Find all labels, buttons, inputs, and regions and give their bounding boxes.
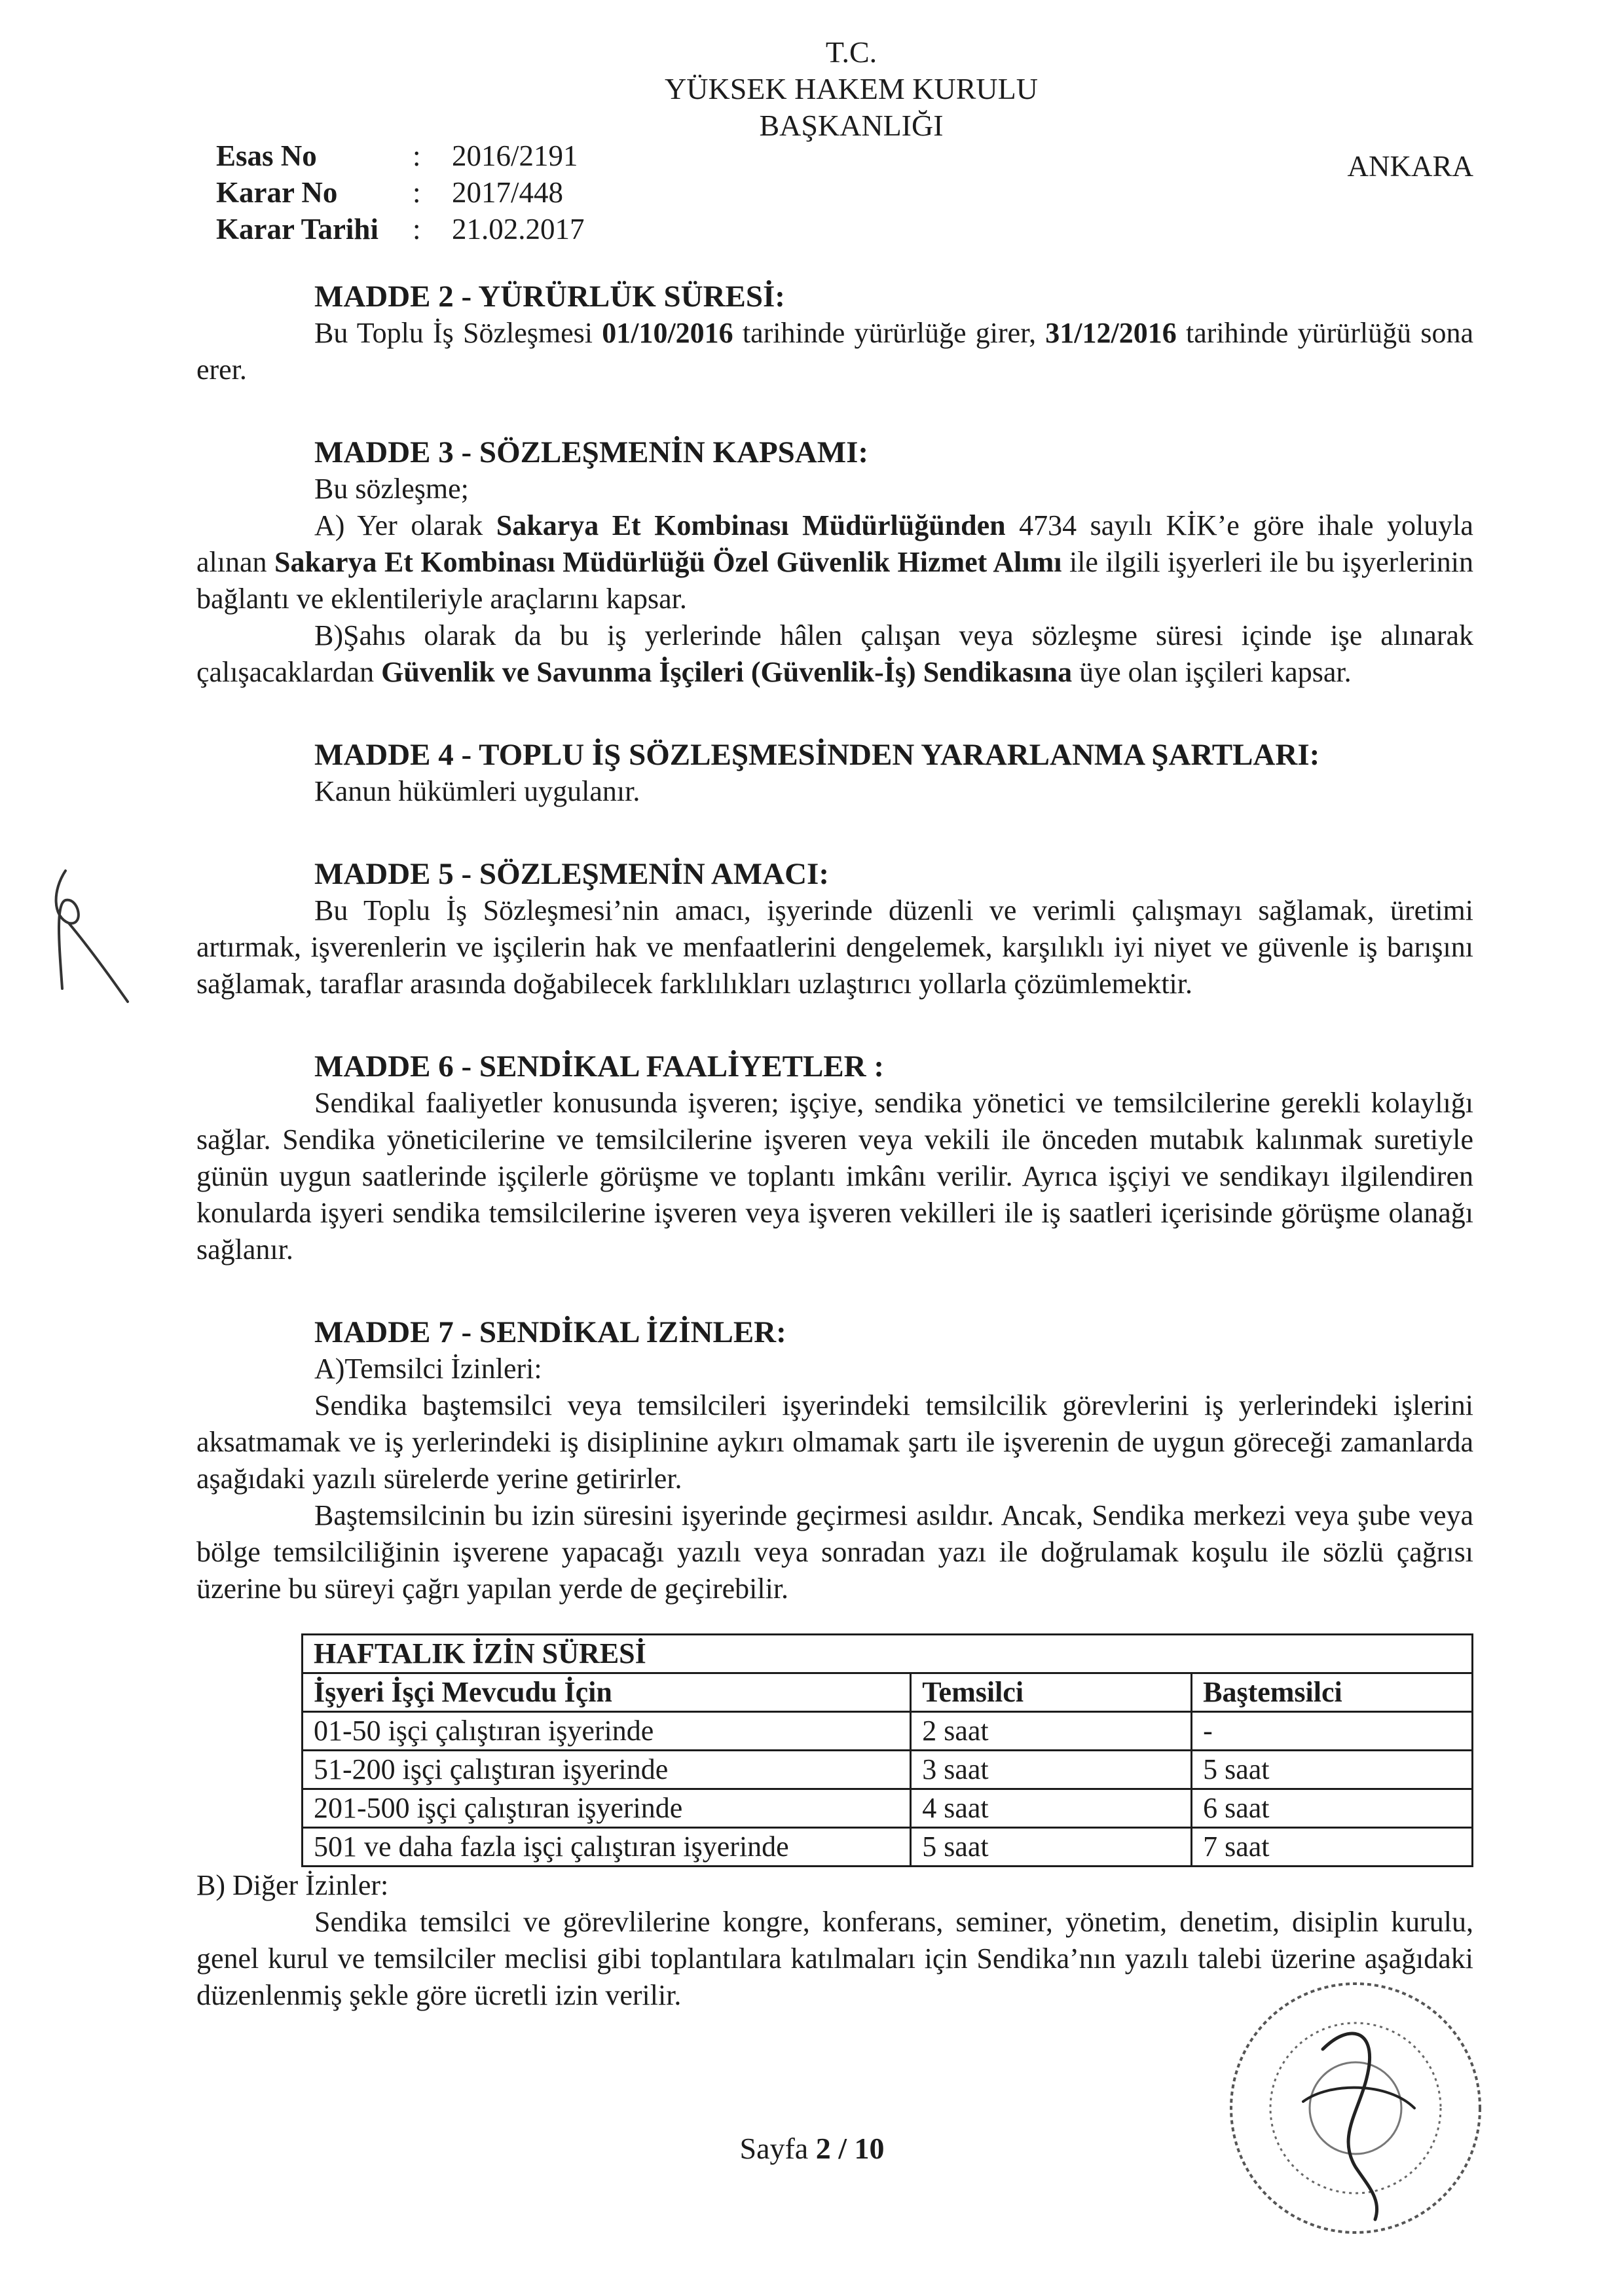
table-row — [303, 1828, 1473, 1867]
text-run: ile ilgili işyerleri ile bu işyerlerinin bağlantı ve eklentileriyle araçlarını kapsar. — [196, 546, 1474, 615]
madde-5 — [196, 856, 1473, 1002]
madde-4 — [196, 737, 1473, 810]
section-heading: MADDE 4 - TOPLU İŞ SÖZLEŞMESİNDEN YARARLANMA ŞARTLARI: — [314, 738, 1320, 772]
text-run: B)Şahıs olarak da bu iş yerlerinde hâlen çalışan veya sözleşme süresi içinde işe alınarak çalışacaklardan — [196, 619, 1473, 688]
leave-duration-table — [301, 1633, 1473, 1867]
madde-6 — [196, 1048, 1473, 1268]
table-caption-row — [303, 1635, 1473, 1673]
meta-row-karar — [216, 174, 585, 211]
table-cell: 5 saat — [1192, 1751, 1473, 1789]
case-metadata — [216, 137, 585, 247]
header-presidency: BAŞKANLIĞI — [759, 109, 944, 142]
section-heading: MADDE 6 - SENDİKAL FAALİYETLER : — [314, 1049, 885, 1084]
section-paragraph — [196, 315, 1473, 388]
madde-3 — [196, 434, 1473, 691]
section-paragraph: Bu Toplu İş Sözleşmesi’nin amacı, işyerinde düzenli ve verimli çalışmayı sağlamak, üretimi artırmak, işverenlerin ve işçilerin hak ve menfaatlerini dengelemek, karşılıklı iyi niyet ve güvenle iş barışını sağlamak, taraflar arasında doğabilecek farklılıkları uzlaştırıcı yollarla çözümlemektir. — [196, 894, 1473, 1000]
madde-7 — [196, 1314, 1473, 2014]
text-run: üye olan işçileri kapsar. — [1072, 656, 1352, 688]
column-header: Baştemsilci — [1192, 1673, 1473, 1712]
table-cell: 7 saat — [1192, 1828, 1473, 1867]
column-header: Temsilci — [911, 1673, 1192, 1712]
table-cell: 01-50 işçi çalıştıran işyerinde — [303, 1712, 911, 1751]
subsection-title: A)Temsilci İzinleri: — [314, 1353, 542, 1385]
section-paragraph: Kanun hükümleri uygulanır. — [314, 775, 640, 807]
meta-label: Karar Tarihi — [216, 213, 378, 246]
section-paragraph: Baştemsilcinin bu izin süresini işyerinde geçirmesi asıldır. Ancak, Sendika merkezi veya şube veya bölge temsilciliğinin işverene yapacağı yazılı veya sonradan yazı ile doğrulamak koşulu ile sözlü çağrısı üzerine bu süreyi çağrı yapılan yerde de geçirebilir. — [196, 1499, 1473, 1605]
text-run: 4734 sayılı KİK’e göre ihale yoluyla alınan — [196, 509, 1473, 578]
meta-row-tarih — [216, 211, 585, 247]
header-institution: YÜKSEK HAKEM KURULU — [665, 72, 1038, 105]
meta-label: Karar No — [216, 176, 338, 209]
handwritten-initial-icon — [39, 864, 138, 1015]
meta-row-esas — [216, 137, 585, 174]
end-date: 31/12/2016 — [1045, 317, 1177, 349]
madde-2 — [196, 278, 1473, 388]
table-cell: 2 saat — [911, 1712, 1192, 1751]
text-bold: Güvenlik ve Savunma İşçileri (Güvenlik-İş) Sendikasına — [381, 656, 1073, 688]
section-paragraph: Sendika temsilci ve görevlilerine kongre, konferans, seminer, yönetim, denetim, disiplin kurulu, genel kurul ve temsilciler meclisi gibi toplantılara katılmaları için Sendika’nın yazılı talebi üzerine aşağıdaki düzenlenmiş şekle göre ücretli izin verilir. — [196, 1906, 1473, 2011]
page-prefix: Sayfa — [739, 2132, 816, 2165]
page-number — [0, 2131, 1624, 2166]
table-row — [303, 1751, 1473, 1789]
clause-b — [196, 617, 1473, 691]
text-run: A) Yer olarak — [314, 509, 496, 541]
subsection-title: B) Diğer İzinler: — [196, 1869, 389, 1901]
table-row — [303, 1712, 1473, 1751]
section-paragraph: Sendika baştemsilci veya temsilcileri işyerindeki temsilcilik görevlerini iş yerlerindeki işlerini aksatmamak ve iş yerlerindeki iş disiplinine aykırı olmamak şartı ile işverenin de uygun göreceği zamanlarda aşağıdaki yazılı sürelerde yerine getirirler. — [196, 1389, 1473, 1495]
table-header-row — [303, 1673, 1473, 1712]
header-block — [589, 34, 1113, 144]
section-heading: MADDE 2 - YÜRÜRLÜK SÜRESİ: — [314, 280, 785, 314]
column-header: İşyeri İşçi Mevcudu İçin — [303, 1673, 911, 1712]
table-row — [303, 1789, 1473, 1828]
meta-colon: : — [413, 139, 421, 172]
text-bold: Sakarya Et Kombinası Müdürlüğü Özel Güvenlik Hizmet Alımı — [274, 546, 1062, 578]
clause-a — [196, 507, 1473, 617]
document-body — [196, 278, 1473, 2014]
meta-colon: : — [413, 176, 421, 209]
section-heading: MADDE 3 - SÖZLEŞMENİN KAPSAMI: — [314, 435, 869, 469]
section-intro: Bu sözleşme; — [314, 473, 469, 505]
meta-value: 2016/2191 — [452, 139, 578, 172]
start-date: 01/10/2016 — [602, 317, 733, 349]
city-label: ANKARA — [1347, 150, 1473, 183]
official-stamp-icon — [1218, 1971, 1493, 2246]
table-cell: 51-200 işçi çalıştıran işyerinde — [303, 1751, 911, 1789]
table-cell: 501 ve daha fazla işçi çalıştıran işyerinde — [303, 1828, 911, 1867]
header-tc: T.C. — [825, 35, 877, 69]
meta-colon: : — [413, 213, 421, 246]
table-cell: 3 saat — [911, 1751, 1192, 1789]
meta-value: 2017/448 — [452, 176, 564, 209]
total-pages: 10 — [854, 2132, 885, 2165]
table-cell: 4 saat — [911, 1789, 1192, 1828]
text-run: tarihinde yürürlüğü sona erer. — [196, 317, 1473, 386]
text-bold: Sakarya Et Kombinası Müdürlüğünden — [496, 509, 1006, 541]
table-cell: - — [1192, 1712, 1473, 1751]
current-page: 2 — [815, 2132, 831, 2165]
text-run: tarihinde yürürlüğe girer, — [733, 317, 1046, 349]
table-cell: 5 saat — [911, 1828, 1192, 1867]
section-paragraph: Sendikal faaliyetler konusunda işveren; işçiye, sendika yönetici ve temsilcilerine gerekli kolaylığı sağlar. Sendika yöneticilerine ve temsilcilerine işveren veya vekili ile önceden mutabık kalınmak suretiyle günün uygun saatlerinde işçilerle görüşme ve toplantı imkânı verilir. Ayrıca işçiyi ve sendikayı ilgilendiren konularda işyeri sendika temsilcilerine işveren veya işveren vekilleri ile iş saatleri içerisinde görüşme olanağı sağlanır. — [196, 1087, 1473, 1266]
table-cell: 6 saat — [1192, 1789, 1473, 1828]
table-caption: HAFTALIK İZİN SÜRESİ — [303, 1635, 1473, 1673]
text-run: Bu Toplu İş Sözleşmesi — [314, 317, 602, 349]
section-heading: MADDE 7 - SENDİKAL İZİNLER: — [314, 1315, 786, 1349]
page-separator: / — [830, 2132, 855, 2165]
section-heading: MADDE 5 - SÖZLEŞMENİN AMACI: — [314, 857, 829, 891]
table-cell: 201-500 işçi çalıştıran işyerinde — [303, 1789, 911, 1828]
meta-label: Esas No — [216, 139, 317, 172]
meta-value: 21.02.2017 — [452, 213, 585, 246]
